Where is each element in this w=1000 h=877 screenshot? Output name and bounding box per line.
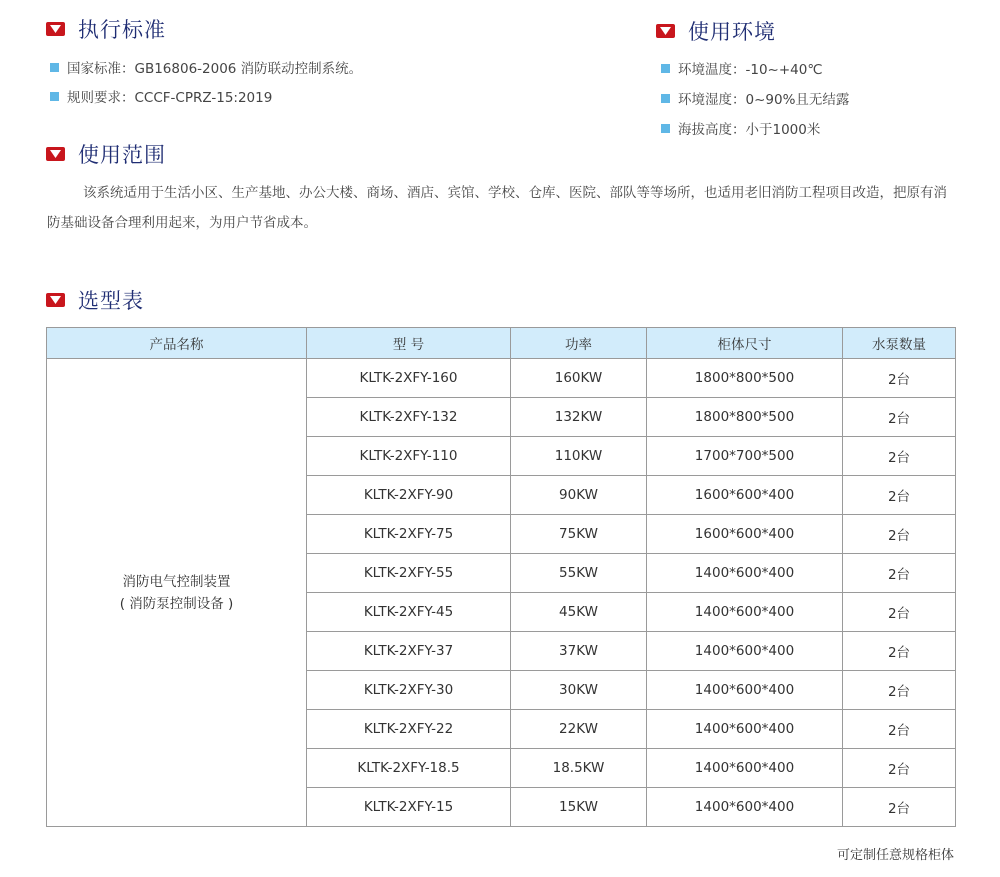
power-cell: 22KW <box>511 710 647 749</box>
header-cabinet-size: 柜体尺寸 <box>647 328 843 359</box>
pumps-cell: 2台 <box>843 437 956 476</box>
power-cell: 18.5KW <box>511 749 647 788</box>
bullet-square-icon <box>50 92 59 101</box>
pumps-cell: 2台 <box>843 788 956 827</box>
power-cell: 55KW <box>511 554 647 593</box>
power-cell: 45KW <box>511 593 647 632</box>
model-cell: KLTK-2XFY-37 <box>307 632 511 671</box>
model-cell: KLTK-2XFY-15 <box>307 788 511 827</box>
size-cell: 1600*600*400 <box>647 515 843 554</box>
section-marker-icon <box>46 293 65 307</box>
size-cell: 1400*600*400 <box>647 593 843 632</box>
selection-table <box>46 327 956 827</box>
model-cell: KLTK-2XFY-45 <box>307 593 511 632</box>
pumps-cell: 2台 <box>843 749 956 788</box>
environment-heading <box>656 16 776 46</box>
standards-title: 执行标准 <box>78 18 166 42</box>
product-name-line: 消防电气控制装置 <box>122 573 231 590</box>
power-cell: 132KW <box>511 398 647 437</box>
section-marker-icon <box>46 22 65 36</box>
size-cell: 1600*600*400 <box>647 476 843 515</box>
model-cell: KLTK-2XFY-55 <box>307 554 511 593</box>
pumps-cell: 2台 <box>843 632 956 671</box>
environment-item: 环境温度：-10~+40℃ <box>661 58 823 78</box>
scope-title: 使用范围 <box>78 143 166 167</box>
model-cell: KLTK-2XFY-75 <box>307 515 511 554</box>
table-row <box>47 359 956 398</box>
model-cell: KLTK-2XFY-160 <box>307 359 511 398</box>
power-cell: 37KW <box>511 632 647 671</box>
pumps-cell: 2台 <box>843 476 956 515</box>
power-cell: 90KW <box>511 476 647 515</box>
power-cell: 160KW <box>511 359 647 398</box>
size-cell: 1400*600*400 <box>647 671 843 710</box>
selection-title: 选型表 <box>78 289 144 313</box>
section-marker-icon <box>46 147 65 161</box>
power-cell: 75KW <box>511 515 647 554</box>
environment-title: 使用环境 <box>688 20 776 44</box>
pumps-cell: 2台 <box>843 710 956 749</box>
section-marker-icon <box>656 24 675 38</box>
pumps-cell: 2台 <box>843 593 956 632</box>
model-cell: KLTK-2XFY-110 <box>307 437 511 476</box>
table-header-row <box>47 328 956 359</box>
header-product-name: 产品名称 <box>47 328 307 359</box>
selection-heading <box>46 285 144 315</box>
environment-item: 海拔高度：小于1000米 <box>661 118 820 138</box>
product-name-cell <box>47 359 307 827</box>
size-cell: 1400*600*400 <box>647 554 843 593</box>
size-cell: 1400*600*400 <box>647 710 843 749</box>
header-pump-count: 水泵数量 <box>843 328 956 359</box>
model-cell: KLTK-2XFY-22 <box>307 710 511 749</box>
power-cell: 15KW <box>511 788 647 827</box>
pumps-cell: 2台 <box>843 359 956 398</box>
size-cell: 1800*800*500 <box>647 359 843 398</box>
model-cell: KLTK-2XFY-18.5 <box>307 749 511 788</box>
model-cell: KLTK-2XFY-90 <box>307 476 511 515</box>
size-cell: 1400*600*400 <box>647 749 843 788</box>
header-power: 功率 <box>511 328 647 359</box>
size-cell: 1800*800*500 <box>647 398 843 437</box>
power-cell: 30KW <box>511 671 647 710</box>
pumps-cell: 2台 <box>843 671 956 710</box>
pumps-cell: 2台 <box>843 554 956 593</box>
standards-heading <box>46 14 166 44</box>
bullet-square-icon <box>661 124 670 133</box>
size-cell: 1400*600*400 <box>647 788 843 827</box>
custom-size-footnote: 可定制任意规格柜体 <box>836 848 954 863</box>
bullet-square-icon <box>661 64 670 73</box>
bullet-square-icon <box>661 94 670 103</box>
header-model: 型 号 <box>307 328 511 359</box>
standards-item: 规则要求：CCCF-CPRZ-15:2019 <box>50 86 272 106</box>
size-cell: 1700*700*500 <box>647 437 843 476</box>
standards-item: 国家标准：GB16806-2006 消防联动控制系统。 <box>50 57 362 77</box>
pumps-cell: 2台 <box>843 515 956 554</box>
model-cell: KLTK-2XFY-30 <box>307 671 511 710</box>
scope-paragraph: 该系统适用于生活小区、生产基地、办公大楼、商场、酒店、宾馆、学校、仓库、医院、部队等等场所，也适用老旧消防工程项目改造，把原有消防基础设备合理利用起来，为用户节省成本。 <box>47 185 947 231</box>
model-cell: KLTK-2XFY-132 <box>307 398 511 437</box>
environment-item: 环境湿度：0~90%且无结露 <box>661 88 849 108</box>
pumps-cell: 2台 <box>843 398 956 437</box>
bullet-square-icon <box>50 63 59 72</box>
size-cell: 1400*600*400 <box>647 632 843 671</box>
product-name-line: ( 消防泵控制设备 ) <box>119 595 234 612</box>
scope-heading <box>46 139 166 169</box>
power-cell: 110KW <box>511 437 647 476</box>
